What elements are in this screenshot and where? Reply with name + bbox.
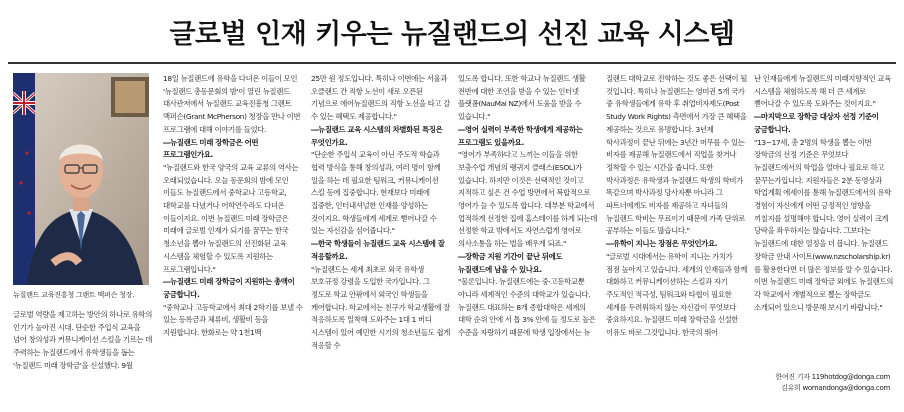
interview-question: ―마지막으로 장학금 대상자 선정 기준이 궁금합니다.	[754, 112, 879, 134]
body-paragraph: "뉴질랜드는 세계 최초로 외국 유학생 보호규정 강령을 도입한 국가입니다. 그 정도로 학교 안팎에서 외국인 학생들을 케어합니다. 학교에서는 친구가 학교생활에 잘 적응하도록 밀착해 도와주는 1대 1 버디 시스템이 있어 예민한 시기의 청소년들도 쉽게 적응할 수	[311, 264, 450, 350]
portrait-illustration	[13, 73, 149, 285]
body-paragraph: "영어가 부족하다고 느끼는 이들을 위한 보충수업 개념의 랭귀지 클래스(ESOL)가 있습니다. 하지만 이것은 선택적인 것이고 지적하고 싶은 건 수업 방면에서 복합적으로 영어가 늘 수 있도록 합니다. 대부분 학교에서 업적하게 선정한 집에 홈스테이를 하게 되는데 선정한 학교 밖에서도 자연스럽게 영어로 의사소통을 하는 법을 배우게 되죠."	[458, 150, 597, 249]
body-paragraph: 25만 원 정도입니다. 특히나 이번에는 서울과 오클랜드 간 직항 노선이 새로 오픈된 기념으로 에어뉴질랜드의 직항 노선을 타고 갈 수 있는 혜택도 제공합니다."	[311, 74, 450, 122]
interview-question: ―뉴질랜드 교육 시스템의 차별화된 특징은 무엇인가요.	[311, 124, 443, 147]
article-column-2	[163, 73, 304, 401]
article-column-5	[606, 73, 747, 401]
header-rule	[8, 62, 896, 64]
photo-caption: 뉴질랜드 교육진흥청 그랜트 맥퍼슨 청장.	[13, 290, 135, 299]
interview-question: ―영어 실력이 부족한 학생에게 제공하는 프로그램도 있을까요.	[458, 124, 583, 147]
interview-question: ―뉴질랜드 미래 장학금이 지원하는 총액이 궁금합니다.	[163, 277, 295, 299]
article-column-1	[13, 309, 153, 404]
body-paragraph: 질랜드 대학교로 진학하는 것도 좋은 선택이 될 것입니다. 특히나 뉴질랜드는 영미권 5개 국가 중 유학생들에게 유학 후 취업비자제도(Post Study Work Rights) 측면에서 가장 큰 혜택을 제공하는 것으로 유명합니다. 3년제 학사과정이 끝난 뒤에는 3년간 머무를 수 있는 비자를 제공해 뉴질랜드에서 직업을 찾거나 정착할 수 있는 시간을 줍니다. 또한 박사과정은 유학생과 뉴질랜드 학생의 학비가 똑같으며 박사과정 당사자뿐 아니라 그 파트너에게도 비자를 제공하고 자녀들의 뉴질랜드 학비는 무료이기 때문에 가족 단위로 공부하는 이들도 많습니다."	[606, 74, 747, 236]
body-paragraph: 있도록 합니다. 또한 학교나 뉴질랜드 생활 전반에 대한 조언을 받을 수 있는 인터넷 플랫폼(NauMai NZ)에서 도움을 받을 수 있습니다."	[458, 74, 586, 122]
body-paragraph: "13~17세, 총 2명의 학생을 뽑는 이번 장학금의 선정 기준은 무엇보다 뉴질랜드에서의 학업을 얼마나 필요로 하고 꿈꾸는가입니다. 지원자들은 2분 동영상과 학업계획 에세이를 통해 뉴질랜드에서의 유학 경험이 자신에게 어떤 긍정적인 영향을 끼칠지를 설명해야 합니다. 영어 실력이 크게 당락을 좌우하지는 않습니다. 그보다는 뉴질랜드에 대한 열정을 더 봅니다. 뉴질랜드 장학금 안내 사이트(www.nzscholarship.kr)를 활용한다면 더 많은 정보를 알 수 있습니다. 이번 뉴질랜드 미래 장학금 외에도 뉴질랜드의 각 학교에서 개별적으로 뽑는 장학금도 소개되어 있으니 방문해 보시기 바랍니다."	[754, 137, 893, 312]
byline-editor: 김유희 womandonga@donga.com	[781, 384, 890, 392]
interview-question: ―뉴질랜드 미래 장학금은 어떤 프로그램인가요.	[163, 137, 259, 160]
portrait-photo	[13, 73, 149, 285]
headline: 글로벌 인재 키우는 뉴질랜드의 선진 교육 시스템	[169, 19, 735, 50]
interview-question: ―장학금 지원 기간이 끝난 뒤에도 뉴질랜드에 남을 수 있나요.	[458, 251, 563, 274]
byline-reporter: 한여진 기자 119hotdog@donga.com	[775, 373, 890, 381]
body-paragraph: "뉴질랜드와 한국 양국의 교육 교류의 역사는 오래되었습니다. 오늘 동문회의 밤에 모인 이들도 뉴질랜드에서 중학교나 고등학교, 대학교를 다녔거나 어학연수라도 다녀온 이들이지요. 이번 뉴질랜드 미래 장학금은 미래에 글로벌 인재가 되기를 꿈꾸는 한국 청소년을 뽑아 뉴질랜드의 선진화된 교육 시스템을 체험할 수 있도록 지원하는 프로그램입니다."	[163, 162, 299, 274]
body-paragraph: "물론입니다. 뉴질랜드에는 중·고등학교뿐 아니라 세계적인 수준의 대학교가 있습니다. 뉴질랜드 대표하는 8개 종합대학은 세계의 대학 순위 안에 서 톱 3% 안에 들 정도로 높은 수준을 자랑하기 때문에 학생 입장에서는 뉴	[458, 277, 596, 338]
body-paragraph: "단순한 주입식 교육이 아닌 주도적 학습과 협력 방식을 통해 창의성과, 여러 명이 함께 일을 하는 데 필요한 팀워크, 커뮤니케이션 스킬 등에 집중합니다. 현재보다 미래에 집중한, 인터내셔널한 인재를 양성하는 것이지요. 학생들에게 세계로 뻗어나갈 수 있는 자신감을 심어줍니다."	[311, 150, 441, 236]
interview-question: ―한국 학생들이 뉴질랜드 교육 시스템에 잘 적응할까요.	[311, 239, 445, 261]
body-paragraph: 난 인재들에게 뉴질랜드의 미래지향적인 교육 시스템을 체험하도록 해 더 큰 세계로 뻗어나갈 수 있도록 도와주는 것이지요."	[754, 74, 891, 109]
body-paragraph: 18일 뉴질랜드에 유학을 다녀온 이들이 모인 '뉴질랜드 총동문회의 밤'이 열린 뉴질랜드 대사관저에서 뉴질랜드 교육진흥청 그랜트 맥퍼슨(Grant McPherson) 청장을 만나 이번 프로그램에 대해 이야기를 들었다.	[163, 74, 301, 134]
article-column-6	[754, 73, 894, 369]
body-paragraph: 글로벌 역량을 제고하는 방안의 하나로 유학의 인기가 높아진 시대. 단순한 주입식 교육을 넘어 창의성과 커뮤니케이션 스킬을 기르는 데 주력하는 뉴질랜드에서 유학생들을 돕는 '뉴질랜드 미래 장학금'을 신설했다. 9월	[13, 310, 152, 370]
body-paragraph: "글로벌 시대에서는 유학이 지니는 가치가 점점 높아지고 있습니다. 세계의 인재들과 함께 대화하고 커뮤니케이션하는 스킬과 자기 주도적인 적극성, 팀워크와 타협이 필요한 세계를 두려워하지 않는 자신감이 무엇보다 중요하지요. 뉴질랜드 미래 장학금을 신설한 이유도 바로 그것입니다. 한국의 뛰어	[606, 251, 747, 338]
body-paragraph: "중학교나 고등학교에서 최대 2학기를 보낼 수 있는 등록금과 체류비, 생활비 등을 지원합니다. 한화로는 약 1천1백	[163, 302, 303, 338]
article-column-4	[458, 73, 598, 401]
interview-question: ―유학이 지니는 장점은 무엇인가요.	[606, 239, 718, 249]
article-column-3	[311, 73, 451, 401]
